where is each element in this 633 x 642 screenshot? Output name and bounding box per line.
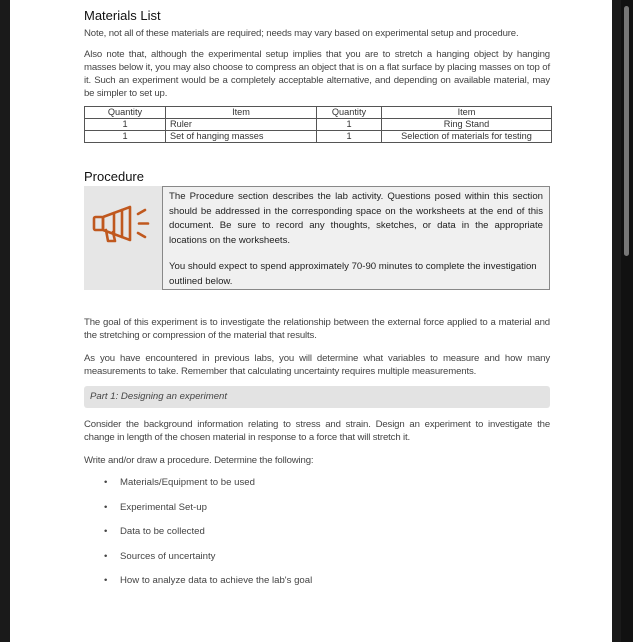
table-cell: Selection of materials for testing <box>382 131 552 143</box>
list-item-text: Data to be collected <box>120 526 205 537</box>
callout-icon-panel <box>84 186 162 290</box>
list-item-text: Experimental Set-up <box>120 501 207 513</box>
table-cell: 1 <box>317 119 382 131</box>
table-cell: Set of hanging masses <box>166 131 317 143</box>
table-header: Item <box>382 107 552 119</box>
part-1-heading: Part 1: Designing an experiment <box>84 386 550 408</box>
page-content <box>84 8 550 600</box>
megaphone-icon <box>90 204 154 244</box>
list-item: • Sources of uncertainty <box>104 550 216 562</box>
list-item-text: How to analyze data to achieve the lab's goal <box>120 575 313 586</box>
materials-heading: Materials List <box>84 8 161 23</box>
callout-text: The Procedure section describes the lab activity. Questions posed within this section should be addressed in the corresponding space on the worksheets at the end of this document. Be sure to record any thoughts, sketches, or data in the appropriate locations on the worksheets. <box>169 191 543 246</box>
procedure-heading: Procedure <box>84 169 144 184</box>
list-item: • Experimental Set-up <box>104 501 207 513</box>
callout-time: You should expect to spend approximately 70-90 minutes to complete the investigation outlined below. <box>169 261 537 287</box>
list-item: • Materials/Equipment to be used <box>104 477 255 488</box>
table-header: Quantity <box>85 107 166 119</box>
procedure-requirements-list <box>84 477 550 587</box>
table-cell: 1 <box>85 119 166 131</box>
materials-note-1: Note, not all of these materials are required; needs may vary based on experimental setup and procedure. <box>84 28 519 39</box>
part-1-intro: Consider the background information relating to stress and strain. Design an experiment to investigate the change in length of the chosen material in response to a force that will stretch it. <box>84 419 550 443</box>
previous-labs-paragraph: As you have encountered in previous labs, you will determine what variables to measure and how many measurements to take. Remember that calculating uncertainty requires multiple measurements. <box>84 353 550 377</box>
goal-paragraph: The goal of this experiment is to investigate the relationship between the external force applied to a material and the stretching or compression of the material that results. <box>84 317 550 341</box>
scrollbar-thumb[interactable] <box>624 6 629 256</box>
procedure-callout <box>84 186 550 290</box>
table-cell: Ring Stand <box>382 119 552 131</box>
table-row <box>85 131 552 143</box>
callout-text-panel <box>162 186 550 290</box>
vertical-scrollbar[interactable] <box>621 0 633 642</box>
list-item: • How to analyze data to achieve the lab's goal <box>104 575 313 586</box>
table-row <box>85 119 552 131</box>
materials-table <box>84 106 552 143</box>
list-item-text: Sources of uncertainty <box>120 550 216 562</box>
materials-note-2: Also note that, although the experimental setup implies that you are to stretch a hanging object by hanging masses below it, you may also choose to compress an object that is on a flat surface by placing masses on top of it. Such an experiment would be a completely acceptable alternative, and depending on available material, may be simpler to set up. <box>84 49 550 99</box>
document-page <box>10 0 612 642</box>
part-1-instruction: Write and/or draw a procedure. Determine the following: <box>84 455 314 466</box>
list-item-text: Materials/Equipment to be used <box>120 477 255 488</box>
table-header: Quantity <box>317 107 382 119</box>
list-item: • Data to be collected <box>104 526 205 537</box>
table-cell: Ruler <box>166 119 317 131</box>
table-header-row <box>85 107 552 119</box>
table-header: Item <box>166 107 317 119</box>
table-cell: 1 <box>317 131 382 143</box>
table-cell: 1 <box>85 131 166 143</box>
